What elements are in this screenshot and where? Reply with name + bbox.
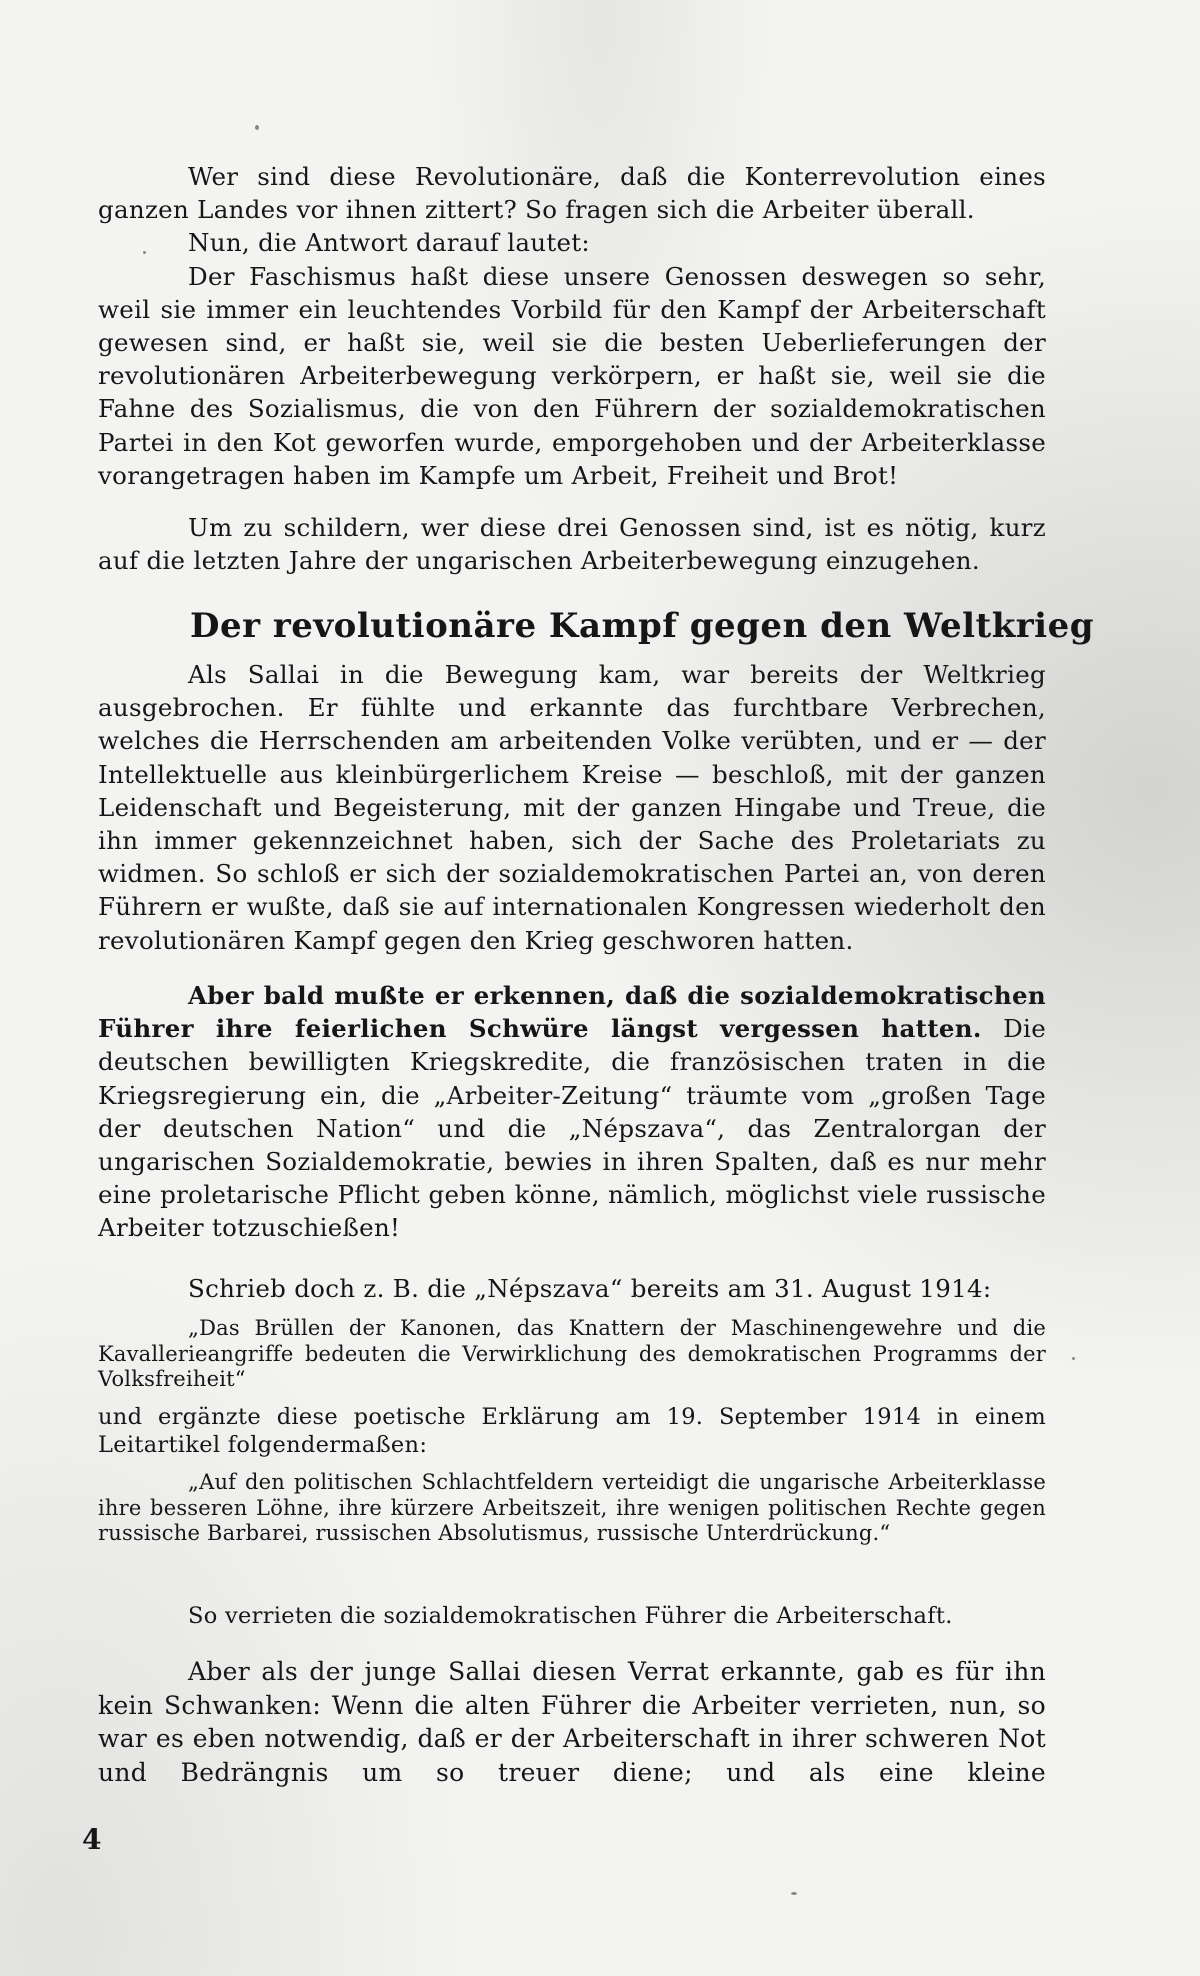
paragraph: So verrieten die sozialdemokratischen Führer die Arbeiterschaft. bbox=[188, 1603, 953, 1629]
ink-speck bbox=[255, 125, 259, 130]
bottom-section bbox=[98, 1655, 1046, 1789]
paragraph: Schrieb doch z. B. die „Népszava“ bereits am 31. August 1914: bbox=[188, 1274, 992, 1303]
page-number: 4 bbox=[82, 1823, 102, 1856]
intro-section bbox=[98, 160, 1046, 492]
verrieten-section bbox=[98, 1600, 1046, 1633]
bold-lead-text: Aber bald mußte er erkennen, daß die sozialdemokratischen Führer ihre feierlichen Schwüre längst vergessen hatten. bbox=[98, 981, 1046, 1044]
quote-block-1 bbox=[98, 1316, 1046, 1393]
paragraph: Wer sind diese Revolutionäre, daß die Konterrevolution eines ganzen Landes vor ihnen zittert? So fragen sich die Arbeiter überall. bbox=[98, 162, 1046, 225]
paragraph-continuation: Die deutschen bewilligten Kriegskredite, die französischen traten in die Kriegsregierung ein, die „Arbeiter-Zeitung“ träumte vom „großen Tage der deutschen Nation“ und die „Népszava“, das Zentralorgan der ungarischen Sozialdemokratie, bewies in ihren Spalten, daß es nur mehr eine proletarische Pflicht geben könne, nämlich, möglichst viele russische Arbeiter totzuschießen! bbox=[98, 1014, 1046, 1243]
paragraph: Um zu schildern, wer diese drei Genossen sind, ist es nötig, kurz auf die letzten Jahre der ungarischen Arbeiterbewegung einzugehen. bbox=[98, 513, 1046, 576]
paragraph: Der Faschismus haßt diese unsere Genossen deswegen so sehr, weil sie immer ein leuchtendes Vorbild für den Kampf der Arbeiterschaft gewesen sind, er haßt sie, weil sie die besten Ueberlieferungen der revolutionären Arbeiterbewegung verkörpern, er haßt sie, weil sie die Fahne des Sozialismus, die von den Führern der sozialdemokratischen Partei in den Kot geworfen wurde, emporgehoben und der Arbeiterklasse vorangetragen haben im Kampfe um Arbeit, Freiheit und Brot! bbox=[98, 261, 1046, 490]
betrayal-section bbox=[98, 979, 1046, 1245]
paragraph: Als Sallai in die Bewegung kam, war bereits der Weltkrieg ausgebrochen. Er fühlte und erkannte das furchtbare Verbrechen, welches die Herrschenden am arbeitenden Volke verübten, und er — der Intellektuelle aus kleinbürgerlichem Kreise — beschloß, mit der ganzen Leidenschaft und Begeisterung, mit der ganzen Hingabe und Treue, die ihn immer gekennzeichnet haben, sich der Sache des Proletariats zu widmen. So schloß er sich der sozialdemokratischen Partei an, von deren Führern er wußte, daß sie auf internationalen Kongressen wiederholt den revolutionären Kampf gegen den Krieg geschworen hatten. bbox=[98, 660, 1046, 955]
intro-section-end bbox=[98, 511, 1046, 577]
paragraph: Nun, die Antwort darauf lautet: bbox=[188, 228, 590, 258]
quote-intro bbox=[98, 1272, 1046, 1305]
block-quote: „Das Brüllen der Kanonen, das Knattern der Maschinengewehre und die Kavallerieangriffe bedeuten die Verwirklichung des demokratischen Programms der Volksfreiheit“ bbox=[98, 1316, 1046, 1391]
paragraph: Aber als der junge Sallai diesen Verrat erkannte, gab es für ihn kein Schwanken: Wenn die alten Führer die Arbeiter verrieten, nun, so war es eben notwendig, daß er der Arbeiterschaft in ihrer schweren Not und Bedrängnis um so treuer diene; und als eine kleine bbox=[98, 1657, 1046, 1787]
paragraph: und ergänzte diese poetische Erklärung am 19. September 1914 in einem Leitartikel folgendermaßen: bbox=[98, 1404, 1046, 1458]
kampf-section bbox=[98, 658, 1046, 957]
block-quote: „Auf den politischen Schlachtfeldern verteidigt die ungarische Arbeiterklasse ihre besseren Löhne, ihre kürzere Arbeitszeit, ihre wenigen politischen Rechte gegen russische Barbarei, russischen Absolutismus, russische Unterdrückung.“ bbox=[98, 1470, 1046, 1545]
section-heading: Der revolutionäre Kampf gegen den Weltkrieg bbox=[190, 606, 1094, 646]
ink-speck bbox=[1072, 1357, 1075, 1360]
quote-block-2 bbox=[98, 1470, 1046, 1547]
ink-speck bbox=[791, 1892, 797, 1895]
paragraph bbox=[98, 979, 1046, 1245]
quote-intro-2 bbox=[98, 1403, 1046, 1459]
